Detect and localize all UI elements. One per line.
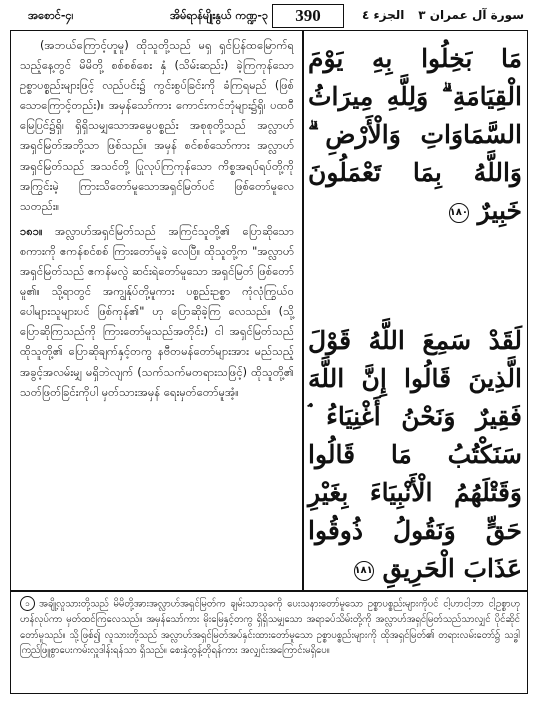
translation-column xyxy=(20,36,294,403)
footnote-divider xyxy=(10,590,528,592)
verse-label: ၁၈၁။ xyxy=(20,224,43,238)
footnote-marker: ၁ xyxy=(20,596,35,611)
footnote-text: အချို့လူသားတို့သည် မိမိတို့အားအလ္လာဟ်အရှင်မြတ်က ချမ်းသာသုခကို ပေးသနားတော်မူသော ဥစ္စာပစ္စည်းများကိုပင် ငါ့ဟာငါ့ဘာ ငါ့ဥစ္စာဟု ဟန်လုပ်ကာ မှတ်ထင်ကြလေသည်။ အမှန်သော်ကား မိုးမြေနှင့်တကွ ရှိရှိသမျှသော အရာခပ်သိမ်းတို့ကို အလ္လာဟ်အရှင်မြတ်သည်သာလျှင် ပိုင်ဆိုင်တော်မူသည်။ သို့ဖြစ်၍ လူသားတို့သည် အလ္လာဟ်အရှင်မြတ်အပ်နှင်းထားတော်မူသော ဥစ္စာပစ္စည်းများကို ထိုအရှင်မြတ်၏ တရားလမ်းတော်၌ သဒ္ဓါကြည်ဖြူစွာပေးကမ်းလှူဒါန်းရန်သာ ရှိသည်။ စေးနှဲတွန့်တိုရန်ကား အလျှင်းအကြောင်းမရှိပေ။ xyxy=(20,598,520,657)
arabic-verse-181 xyxy=(308,322,522,588)
page-header xyxy=(10,4,530,28)
page-number: 390 xyxy=(272,4,344,28)
verse-number-marker: ١٨١ xyxy=(354,561,374,581)
footnote xyxy=(20,596,520,659)
juz-label: الجزء ٤ xyxy=(362,8,405,22)
volume-reference: အစောင်-၄၊ xyxy=(28,9,74,22)
arabic-verse-180 xyxy=(308,40,522,230)
verse-181-translation: အလ္လာဟ်အရှင်မြတ်သည် အကြင်သူတို့၏ ပြောဆိုသော စကားကို ဧကန်စင်စစ် ကြားတော်မူခဲ့ လေပြီ။ ထိုသူတို့က "အလ္လာဟ်အရှင်မြတ်သည် ဧကန်မလွဲ ဆင်းရဲတော်မူသော အရှင်မြတ် ဖြစ်တော်မူ၏။ သို့ရာတွင် အကျွန်ုပ်တို့မူကား ပစ္စည်းဥစ္စာ ကုံလုံကြွယ်ဝ ပေါများသူများပင် ဖြစ်ကုန်၏" ဟု ပြောဆိုခဲ့ကြ လေသည်။ (သို့ ပြောဆိုကြသည်ကို ကြားတော်မူသည်အတိုင်း) ငါ အရှင်မြတ်သည် ထိုသူတို့၏ ပြောဆိုချက်နှင့်တကွ နဗီတမန်တော်များအား မည်သည့်အခွင့်အလမ်းမျှ မရှိဘဲလျက် (သက်သက်မတရားသဖြင့်) ထိုသူတို့၏ သတ်ဖြတ်ခြင်းကိုပါ မှတ်သားအမှန် ရေးမှတ်တော်မူအံ့။ xyxy=(20,224,294,399)
arabic-verse-180-text: مَا بَخِلُوا بِهِ يَوْمَ الْقِيَامَةِ ۗ وَلِلَّهِ مِيرَاثُ السَّمَاوَاتِ وَالْأَرْضِ ۗ وَاللَّهُ بِمَا تَعْمَلُونَ خَبِيرٌ xyxy=(308,44,522,225)
verse-number-marker: ١٨٠ xyxy=(449,203,469,223)
arabic-verse-181-text: لَقَدْ سَمِعَ اللَّهُ قَوْلَ الَّذِينَ قَالُوا إِنَّ اللَّهَ فَقِيرٌ وَنَحْنُ أَغْنِيَاءُ ۘ سَنَكْتُبُ مَا قَالُوا وَقَتْلَهُمُ الْأَنْبِيَاءَ بِغَيْرِ حَقٍّ وَنَقُولُ ذُوقُوا عَذَابَ الْحَرِيقِ xyxy=(308,326,522,583)
translation-paragraph-1: (အဘယ်ကြောင့်ဟူမူ) ထိုသူတို့သည် မရှ ရှင်ပြန်ထမြောက်ရသည့်နေ့တွင် မိမိတို့ စစ်စစ်စေး နှံ (သိမ်းဆည်း) ခဲ့ကြကုန်သော ဥစ္စာပစ္စည်းများဖြင့် လည်ပင်း၌ ကွင်းစွပ်ခြင်းကို ခံကြရမည် (ဖြစ်သောကြောင့်တည်း)။ အမှန်သော်ကား ကောင်းကင်ဘုံများ၌ရှိ၊ ပထဝီမြေပြင်၌ရှိ၊ ရှိရှိသမျှသောအမွေပစ္စည်း အစုစုတို့သည် အလ္လာဟ် အရှင်မြတ်အဘို့သာ ဖြစ်သည်။ အမှန် စင်စစ်သော်ကား အလ္လာဟ် အရှင်မြတ်သည် အသင်တို့ ပြုလုပ်ကြကုန်သော ကိစ္စအရပ်ရပ်တို့ကို အကြွင်းမဲ့ ကြားသိတော်မူသောအရှင်မြတ်ပင် ဖြစ်တော်မူလေသတည်း။ xyxy=(20,39,294,213)
surah-label: سورة آل عمران ٣ xyxy=(418,8,524,22)
chapter-title: အိမ်ရာန်မျိုးနွယ် ကဏ္ဍ-၃ xyxy=(170,9,269,22)
column-divider xyxy=(302,30,304,590)
translation-paragraph-2 xyxy=(20,222,294,403)
